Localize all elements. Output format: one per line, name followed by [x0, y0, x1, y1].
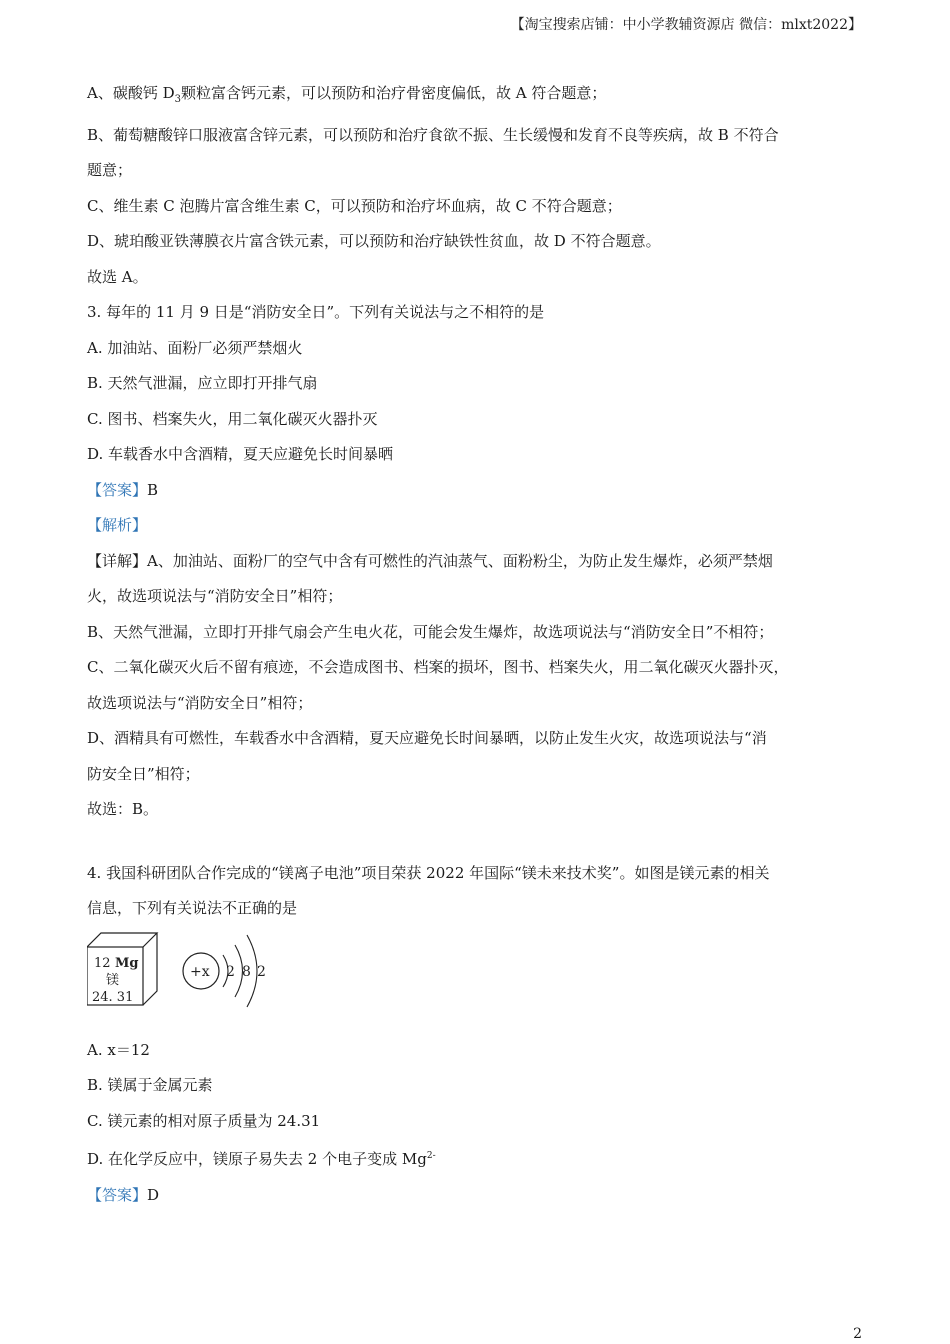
page-header: 【淘宝搜索店铺：中小学教辅资源店 微信：mlxt2022】 — [510, 17, 862, 33]
magnesium-diagram — [87, 931, 287, 1015]
page-content — [87, 76, 872, 1213]
q3-answer: 【答案】B — [87, 480, 159, 499]
q4-option-c: C. 镁元素的相对原子质量为 24.31 — [87, 1111, 321, 1130]
q4-stem-2: 信息，下列有关说法不正确的是 — [87, 899, 298, 917]
q2-option-a-analysis: A、碳酸钙 $D_3$颗粒富含钙元素，可以预防和治疗骨密度偏低，故 A 符合题意； — [87, 84, 607, 105]
q2-conclusion: 故选 A。 — [87, 267, 148, 286]
q4-stem-1: 4. 我国科研团队合作完成的“镁离子电池”项目荣获 2022 年国际“镁未来技术奖”。如图是镁元素的相关 — [87, 863, 770, 882]
nucleus-charge: +x — [190, 963, 210, 980]
q3-detail-b: B、天然气泄漏，立即打开排气扇会产生电火花，可能会发生爆炸，故选项说法与“消防安全日”不相符； — [87, 622, 774, 641]
q3-detail-a-1: 【详解】A、加油站、面粉厂的空气中含有可燃性的汽油蒸气、面粉粉尘，为防止发生爆炸，必须严禁烟 — [87, 551, 773, 570]
q3-option-a: A. 加油站、面粉厂必须严禁烟火 — [87, 338, 303, 357]
q2-option-b-analysis-1: B、葡萄糖酸锌口服液富含锌元素，可以预防和治疗食欲不振、生长缓慢和发育不良等疾病，故 B 不符合 — [87, 125, 779, 144]
element-number: 12 — [94, 955, 111, 971]
q3-detail-d-1: D、酒精具有可燃性，车载香水中含酒精，夏天应避免长时间暴晒，以防止发生火灾，故选项说法与“消 — [87, 729, 767, 747]
shell-2-electrons: 8 — [242, 963, 251, 980]
q4-option-a: A. x＝12 — [87, 1040, 150, 1059]
q3-option-c: C. 图书、档案失火，用二氧化碳灭火器扑灭 — [87, 409, 378, 428]
q3-option-b: B. 天然气泄漏，应立即打开排气扇 — [87, 374, 318, 392]
page-number: 2 — [853, 1326, 862, 1342]
q2-option-d-analysis: D、琥珀酸亚铁薄膜衣片富含铁元素，可以预防和治疗缺铁性贫血，故 D 不符合题意。 — [87, 232, 661, 250]
q3-analysis-tag: 【解析】 — [87, 516, 148, 534]
q3-option-d: D. 车载香水中含酒精，夏天应避免长时间暴晒 — [87, 445, 394, 463]
q3-detail-a-2: 火，故选项说法与“消防安全日”相符； — [87, 587, 343, 605]
element-symbol: Mg — [115, 955, 139, 971]
element-name: 镁 — [106, 972, 120, 988]
q3-detail-c-1: C、二氧化碳灭火后不留有痕迹，不会造成图书、档案的损坏，图书、档案失火，用二氧化碳灭火器扑灭， — [87, 658, 789, 676]
element-mass: 24. 31 — [92, 989, 134, 1005]
q3-stem: 3. 每年的 11 月 9 日是“消防安全日”。下列有关说法与之不相符的是 — [87, 303, 545, 321]
q4-option-d: D. 在化学反应中，镁原子易失去 2 个电子变成 $Mg^{2-}$ — [87, 1150, 436, 1168]
shell-3-electrons: 2 — [257, 963, 266, 980]
q2-option-c-analysis: C、维生素 C 泡腾片富含维生素 C，可以预防和治疗坏血病，故 C 不符合题意； — [87, 196, 622, 215]
q4-answer: 【答案】D — [87, 1185, 160, 1204]
q4-option-b: B. 镁属于金属元素 — [87, 1076, 213, 1094]
magnesium-figure — [87, 931, 287, 1015]
q3-detail-c-2: 故选项说法与“消防安全日”相符； — [87, 693, 313, 712]
q3-conclusion: 故选：B。 — [87, 800, 159, 818]
q3-detail-d-2: 防安全日”相符； — [87, 764, 200, 783]
q2-option-b-analysis-2: 题意； — [87, 161, 133, 179]
shell-1-electrons: 2 — [226, 963, 235, 980]
